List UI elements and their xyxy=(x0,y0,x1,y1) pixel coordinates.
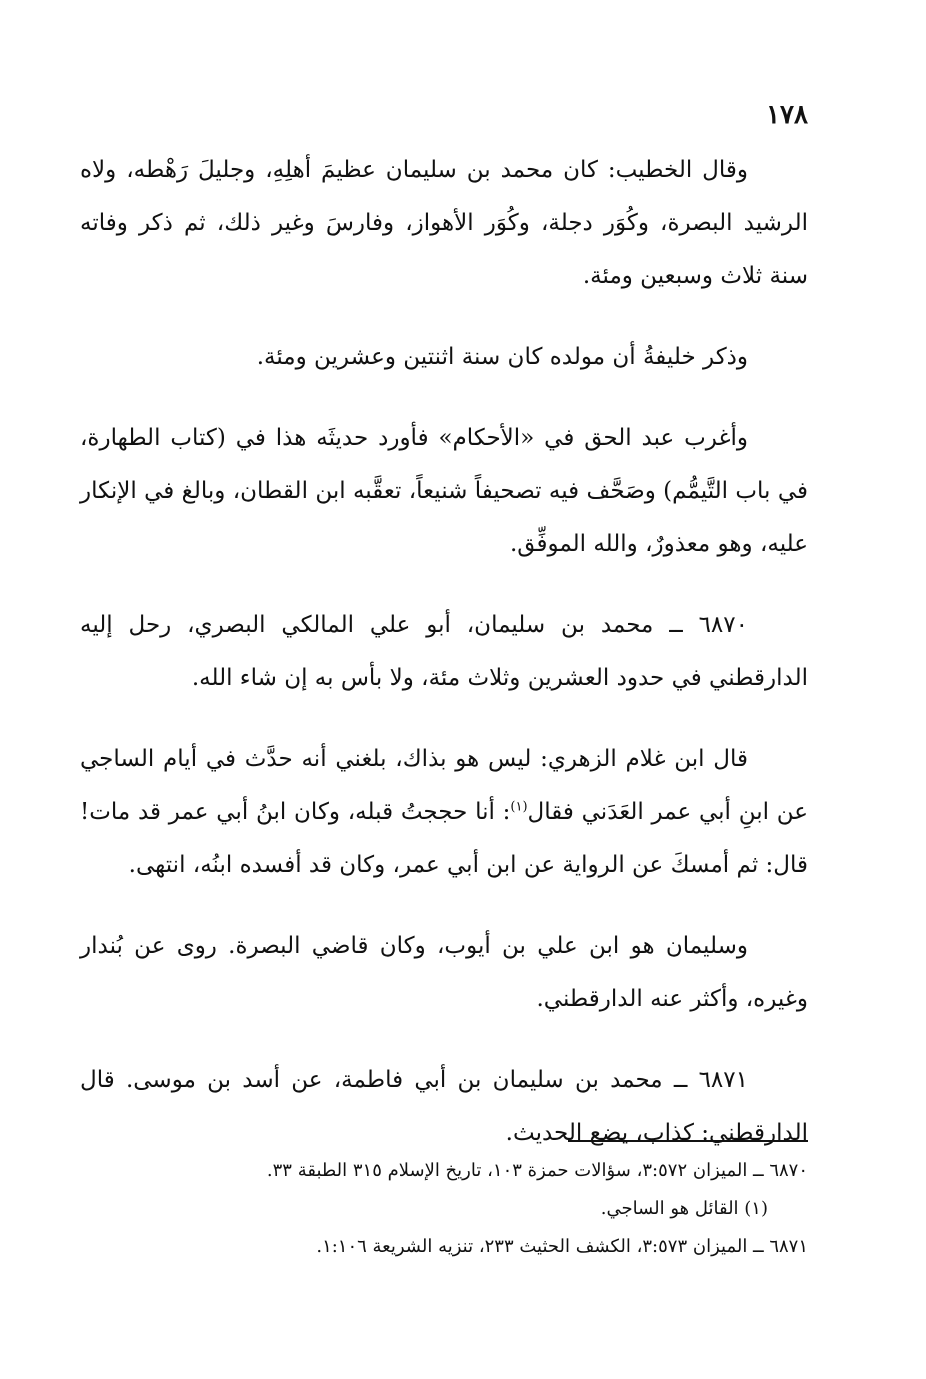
page-body xyxy=(80,100,808,1188)
page-number: ١٧٨ xyxy=(766,100,808,130)
paragraph-khalifa: وذكر خليفةُ أن مولده كان سنة اثنتين وعشرين ومئة. xyxy=(256,344,748,370)
paragraph-sulayman: وسليمان هو ابن علي بن أيوب، وكان قاضي البصرة. روى عن بُندار وغيره، وأكثر عنه الدارقطني. xyxy=(80,933,808,1012)
footnote-divider xyxy=(568,1140,808,1142)
quote-text-before-note: قال ابن غلام الزهري: ليس هو بذاك، بلغني أنه حدَّث في أيام الساجي عن ابنِ أبي عمر العَدَني فقال xyxy=(80,746,808,825)
entry-6870: ٦٨٧٠ ــ محمد بن سليمان، أبو علي المالكي البصري، رحل إليه الدارقطني في حدود العشرين وثلاث مئة، ولا بأس به إن شاء الله. xyxy=(80,612,808,691)
quote-text-after-note: : أنا حججتُ قبله، وكان ابنُ أبي عمر قد مات! قال: ثم أمسكَ عن الرواية عن ابن أبي عمر، وكان قد أفسده ابنُه، انتهى. xyxy=(80,799,808,878)
paragraph-ibn-ghulam xyxy=(80,733,808,892)
paragraph-khatib: وقال الخطيب: كان محمد بن سليمان عظيمَ أهلِهِ، وجليلَ رَهْطه، ولاه الرشيد البصرة، وكُوَر دجلة، وكُوَر الأهواز، وفارسَ وغير ذلك، ثم ذكر وفاته سنة ثلاث وسبعين ومئة. xyxy=(80,157,808,289)
entry-6871: ٦٨٧١ ــ محمد بن سليمان بن أبي فاطمة، عن أسد بن موسى. قال الدارقطني: كذاب، يضع الحديث. xyxy=(80,1067,808,1146)
footnote-marker: (١) xyxy=(510,799,528,815)
footnote-6870: ٦٨٧٠ ــ الميزان ٣:٥٧٢، سؤالات حمزة ١٠٣، تاريخ الإسلام ٣١٥ الطبقة ٣٣. xyxy=(266,1160,808,1181)
paragraph-abd-al-haqq: وأغرب عبد الحق في «الأحكام» فأورد حديثَه هذا في (كتاب الطهارة، في باب التَّيمُّم) وصَحَّف فيه تصحيفاً شنيعاً، تعقَّبه ابن القطان، وبالغ في الإنكار عليه، وهو معذورٌ، والله الموفِّق. xyxy=(80,425,808,557)
footnotes-section xyxy=(80,1140,808,1266)
footnote-6871: ٦٨٧١ ــ الميزان ٣:٥٧٣، الكشف الحثيث ٢٣٣، تنزيه الشريعة ١:١٠٦. xyxy=(316,1236,808,1257)
footnote-1: (١) القائل هو الساجي. xyxy=(600,1198,768,1219)
